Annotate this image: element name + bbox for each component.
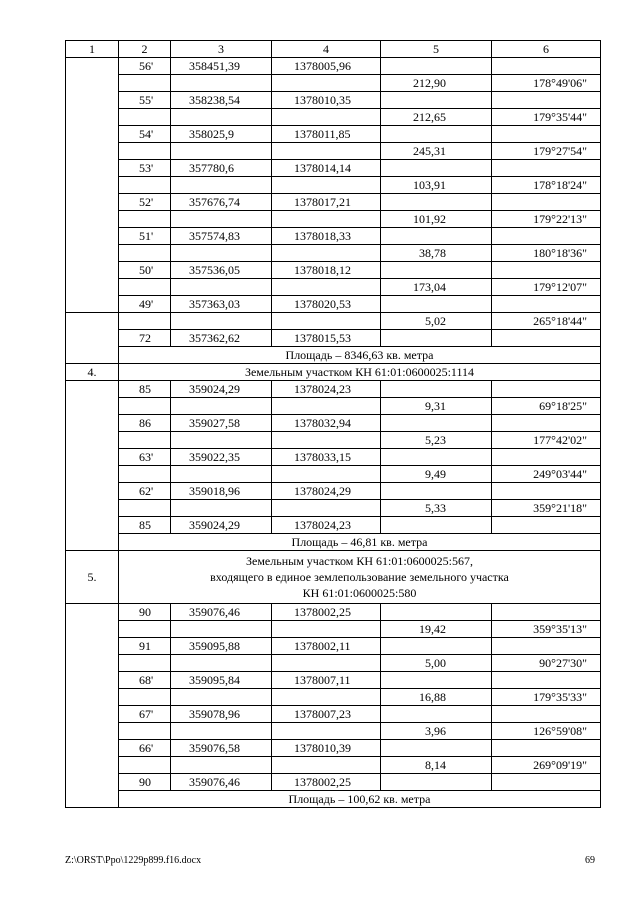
point-row: [66, 262, 601, 279]
empty-cell: [381, 415, 492, 432]
direction-angle: 126°59'08": [492, 723, 601, 740]
empty-cell: [171, 143, 272, 160]
empty-cell: [119, 723, 171, 740]
coordinate-x: 359024,29: [171, 381, 272, 398]
area-total: Площадь – 46,81 кв. метра: [119, 534, 601, 551]
empty-cell: [171, 398, 272, 415]
empty-cell: [171, 279, 272, 296]
empty-cell: [171, 211, 272, 228]
empty-cell: [381, 774, 492, 791]
empty-cell: [272, 143, 381, 160]
coordinate-y: 1378017,21: [272, 194, 381, 211]
empty-cell: [171, 245, 272, 262]
empty-cell: [492, 604, 601, 621]
coordinate-y: 1378002,25: [272, 604, 381, 621]
segment-row: [66, 466, 601, 483]
empty-cell: [381, 262, 492, 279]
segment-length: 19,42: [381, 621, 492, 638]
segment-length: 16,88: [381, 689, 492, 706]
segment-row: [66, 757, 601, 774]
empty-cell: [119, 432, 171, 449]
empty-cell: [492, 517, 601, 534]
empty-cell: [171, 177, 272, 194]
coordinate-x: 359076,46: [171, 774, 272, 791]
point-row: [66, 706, 601, 723]
empty-cell: [119, 177, 171, 194]
segment-row: [66, 313, 601, 330]
section-row: [66, 551, 601, 604]
empty-cell: [272, 655, 381, 672]
footer-page-number: 69: [585, 855, 595, 866]
coordinate-x: 357676,74: [171, 194, 272, 211]
empty-cell: [381, 638, 492, 655]
direction-angle: 359°35'13": [492, 621, 601, 638]
column-1-cell: [66, 381, 119, 551]
section-title: [119, 551, 601, 604]
segment-length: 3,96: [381, 723, 492, 740]
empty-cell: [171, 500, 272, 517]
empty-cell: [381, 58, 492, 75]
empty-cell: [272, 211, 381, 228]
coordinate-x: 359024,29: [171, 517, 272, 534]
point-number: 55': [119, 92, 171, 109]
empty-cell: [492, 638, 601, 655]
point-number: 68': [119, 672, 171, 689]
section-title-line: Земельным участком КН 61:01:0600025:567,: [246, 554, 473, 568]
header-cell: 6: [492, 41, 601, 58]
point-row: [66, 330, 601, 347]
segment-row: [66, 621, 601, 638]
direction-angle: 269°09'19": [492, 757, 601, 774]
empty-cell: [171, 689, 272, 706]
empty-cell: [492, 92, 601, 109]
header-cell: 5: [381, 41, 492, 58]
point-number: 72: [119, 330, 171, 347]
coordinate-y: 1378018,12: [272, 262, 381, 279]
coordinate-x: 357574,83: [171, 228, 272, 245]
segment-length: 212,65: [381, 109, 492, 126]
area-row: [66, 791, 601, 808]
empty-cell: [272, 689, 381, 706]
empty-cell: [272, 279, 381, 296]
coordinate-x: 357363,03: [171, 296, 272, 313]
empty-cell: [272, 621, 381, 638]
empty-cell: [272, 245, 381, 262]
empty-cell: [492, 126, 601, 143]
point-row: [66, 92, 601, 109]
segment-row: [66, 109, 601, 126]
direction-angle: 177°42'02": [492, 432, 601, 449]
coordinate-x: 359076,46: [171, 604, 272, 621]
segment-row: [66, 245, 601, 262]
segment-length: 5,00: [381, 655, 492, 672]
point-number: 86: [119, 415, 171, 432]
point-number: 53': [119, 160, 171, 177]
empty-cell: [119, 75, 171, 92]
empty-cell: [492, 262, 601, 279]
empty-cell: [119, 398, 171, 415]
empty-cell: [492, 483, 601, 500]
header-cell: 3: [171, 41, 272, 58]
coordinate-x: 359078,96: [171, 706, 272, 723]
empty-cell: [272, 757, 381, 774]
segment-row: [66, 211, 601, 228]
footer-file-path: Z:\ORST\Ppo\1229p899.f16.docx: [65, 855, 202, 866]
empty-cell: [381, 483, 492, 500]
coordinate-x: 359095,88: [171, 638, 272, 655]
coordinate-y: 1378002,11: [272, 638, 381, 655]
coordinate-x: 357780,6: [171, 160, 272, 177]
segment-length: 9,31: [381, 398, 492, 415]
coordinate-y: 1378010,39: [272, 740, 381, 757]
empty-cell: [492, 774, 601, 791]
empty-cell: [272, 75, 381, 92]
coordinate-x: 358451,39: [171, 58, 272, 75]
empty-cell: [492, 58, 601, 75]
section-title: Земельным участком КН 61:01:0600025:1114: [119, 364, 601, 381]
segment-length: 9,49: [381, 466, 492, 483]
coordinate-x: 357362,62: [171, 330, 272, 347]
empty-cell: [171, 757, 272, 774]
empty-cell: [381, 92, 492, 109]
empty-cell: [492, 381, 601, 398]
area-total: Площадь – 8346,63 кв. метра: [119, 347, 601, 364]
header-cell: 1: [66, 41, 119, 58]
empty-cell: [381, 672, 492, 689]
empty-cell: [119, 245, 171, 262]
point-row: [66, 604, 601, 621]
header-cell: 2: [119, 41, 171, 58]
empty-cell: [492, 160, 601, 177]
empty-cell: [171, 313, 272, 330]
empty-cell: [272, 723, 381, 740]
segment-row: [66, 279, 601, 296]
segment-length: 5,23: [381, 432, 492, 449]
point-row: [66, 740, 601, 757]
coordinate-y: 1378033,15: [272, 449, 381, 466]
empty-cell: [381, 126, 492, 143]
table-body: [66, 41, 601, 808]
area-total: Площадь – 100,62 кв. метра: [119, 791, 601, 808]
empty-cell: [119, 621, 171, 638]
direction-angle: 180°18'36": [492, 245, 601, 262]
empty-cell: [381, 740, 492, 757]
point-row: [66, 381, 601, 398]
empty-cell: [381, 449, 492, 466]
point-number: 49': [119, 296, 171, 313]
coordinate-y: 1378032,94: [272, 415, 381, 432]
segment-length: 5,02: [381, 313, 492, 330]
segment-length: 173,04: [381, 279, 492, 296]
point-number: 90: [119, 604, 171, 621]
point-number: 50': [119, 262, 171, 279]
coordinate-y: 1378010,35: [272, 92, 381, 109]
empty-cell: [492, 296, 601, 313]
empty-cell: [272, 313, 381, 330]
coordinate-y: 1378024,23: [272, 517, 381, 534]
direction-angle: 178°18'24": [492, 177, 601, 194]
empty-cell: [272, 432, 381, 449]
empty-cell: [381, 330, 492, 347]
point-number: 91: [119, 638, 171, 655]
direction-angle: 69°18'25": [492, 398, 601, 415]
section-row: [66, 364, 601, 381]
coordinate-x: 359027,58: [171, 415, 272, 432]
empty-cell: [171, 655, 272, 672]
coordinate-y: 1378014,14: [272, 160, 381, 177]
coordinate-y: 1378011,85: [272, 126, 381, 143]
section-title-line: входящего в единое землепользование земельного участка: [210, 570, 509, 584]
segment-length: 212,90: [381, 75, 492, 92]
empty-cell: [119, 757, 171, 774]
coordinate-y: 1378005,96: [272, 58, 381, 75]
point-number: 85: [119, 517, 171, 534]
point-number: 85: [119, 381, 171, 398]
point-number: 52': [119, 194, 171, 211]
column-1-cell: [66, 313, 119, 364]
empty-cell: [171, 109, 272, 126]
column-1-cell: [66, 58, 119, 313]
segment-row: [66, 75, 601, 92]
segment-length: 8,14: [381, 757, 492, 774]
coordinate-x: 359076,58: [171, 740, 272, 757]
empty-cell: [171, 621, 272, 638]
empty-cell: [272, 177, 381, 194]
point-row: [66, 638, 601, 655]
point-row: [66, 194, 601, 211]
point-row: [66, 483, 601, 500]
point-row: [66, 672, 601, 689]
coordinate-x: 359022,35: [171, 449, 272, 466]
area-row: [66, 347, 601, 364]
coordinates-table: [65, 40, 601, 808]
empty-cell: [381, 296, 492, 313]
direction-angle: 359°21'18": [492, 500, 601, 517]
point-number: 67': [119, 706, 171, 723]
coordinate-x: 358238,54: [171, 92, 272, 109]
coordinate-y: 1378020,53: [272, 296, 381, 313]
point-number: 66': [119, 740, 171, 757]
empty-cell: [119, 500, 171, 517]
segment-row: [66, 177, 601, 194]
coordinate-y: 1378007,23: [272, 706, 381, 723]
point-row: [66, 58, 601, 75]
empty-cell: [272, 109, 381, 126]
segment-row: [66, 655, 601, 672]
segment-length: 38,78: [381, 245, 492, 262]
empty-cell: [119, 466, 171, 483]
coordinate-x: 359018,96: [171, 483, 272, 500]
segment-row: [66, 500, 601, 517]
direction-angle: 265°18'44": [492, 313, 601, 330]
coordinate-y: 1378024,29: [272, 483, 381, 500]
empty-cell: [381, 228, 492, 245]
empty-cell: [119, 313, 171, 330]
empty-cell: [272, 466, 381, 483]
coordinate-x: 358025,9: [171, 126, 272, 143]
empty-cell: [171, 723, 272, 740]
point-row: [66, 449, 601, 466]
direction-angle: 90°27'30": [492, 655, 601, 672]
point-number: 63': [119, 449, 171, 466]
point-number: 90: [119, 774, 171, 791]
point-row: [66, 228, 601, 245]
section-title-line: КН 61:01:0600025:580: [302, 586, 417, 600]
direction-angle: 249°03'44": [492, 466, 601, 483]
segment-row: [66, 723, 601, 740]
segment-row: [66, 432, 601, 449]
coordinate-y: 1378015,53: [272, 330, 381, 347]
empty-cell: [119, 143, 171, 160]
empty-cell: [381, 517, 492, 534]
empty-cell: [119, 655, 171, 672]
empty-cell: [171, 75, 272, 92]
point-number: 51': [119, 228, 171, 245]
segment-row: [66, 398, 601, 415]
coordinate-y: 1378002,25: [272, 774, 381, 791]
empty-cell: [381, 160, 492, 177]
direction-angle: 179°12'07": [492, 279, 601, 296]
point-number: 62': [119, 483, 171, 500]
direction-angle: 179°35'33": [492, 689, 601, 706]
point-row: [66, 296, 601, 313]
point-row: [66, 517, 601, 534]
coordinate-x: 357536,05: [171, 262, 272, 279]
empty-cell: [492, 228, 601, 245]
direction-angle: 179°22'13": [492, 211, 601, 228]
empty-cell: [171, 432, 272, 449]
empty-cell: [492, 672, 601, 689]
segment-row: [66, 689, 601, 706]
point-number: 54': [119, 126, 171, 143]
point-row: [66, 415, 601, 432]
empty-cell: [171, 466, 272, 483]
point-row: [66, 126, 601, 143]
empty-cell: [119, 211, 171, 228]
direction-angle: 178°49'06": [492, 75, 601, 92]
column-1-cell: [66, 604, 119, 808]
empty-cell: [492, 740, 601, 757]
segment-length: 101,92: [381, 211, 492, 228]
empty-cell: [119, 689, 171, 706]
direction-angle: 179°27'54": [492, 143, 601, 160]
empty-cell: [381, 194, 492, 211]
direction-angle: 179°35'44": [492, 109, 601, 126]
empty-cell: [381, 706, 492, 723]
point-row: [66, 774, 601, 791]
coordinate-y: 1378018,33: [272, 228, 381, 245]
empty-cell: [492, 330, 601, 347]
segment-length: 103,91: [381, 177, 492, 194]
empty-cell: [492, 706, 601, 723]
empty-cell: [492, 194, 601, 211]
segment-length: 245,31: [381, 143, 492, 160]
section-number: 4.: [66, 364, 119, 381]
empty-cell: [381, 381, 492, 398]
header-cell: 4: [272, 41, 381, 58]
point-row: [66, 160, 601, 177]
area-row: [66, 534, 601, 551]
segment-row: [66, 143, 601, 160]
segment-length: 5,33: [381, 500, 492, 517]
section-number: 5.: [66, 551, 119, 604]
empty-cell: [272, 500, 381, 517]
coordinate-y: 1378007,11: [272, 672, 381, 689]
empty-cell: [119, 109, 171, 126]
empty-cell: [381, 604, 492, 621]
point-number: 56': [119, 58, 171, 75]
coordinate-x: 359095,84: [171, 672, 272, 689]
coordinate-y: 1378024,23: [272, 381, 381, 398]
header-row: [66, 41, 601, 58]
empty-cell: [492, 415, 601, 432]
empty-cell: [272, 398, 381, 415]
empty-cell: [492, 449, 601, 466]
empty-cell: [119, 279, 171, 296]
